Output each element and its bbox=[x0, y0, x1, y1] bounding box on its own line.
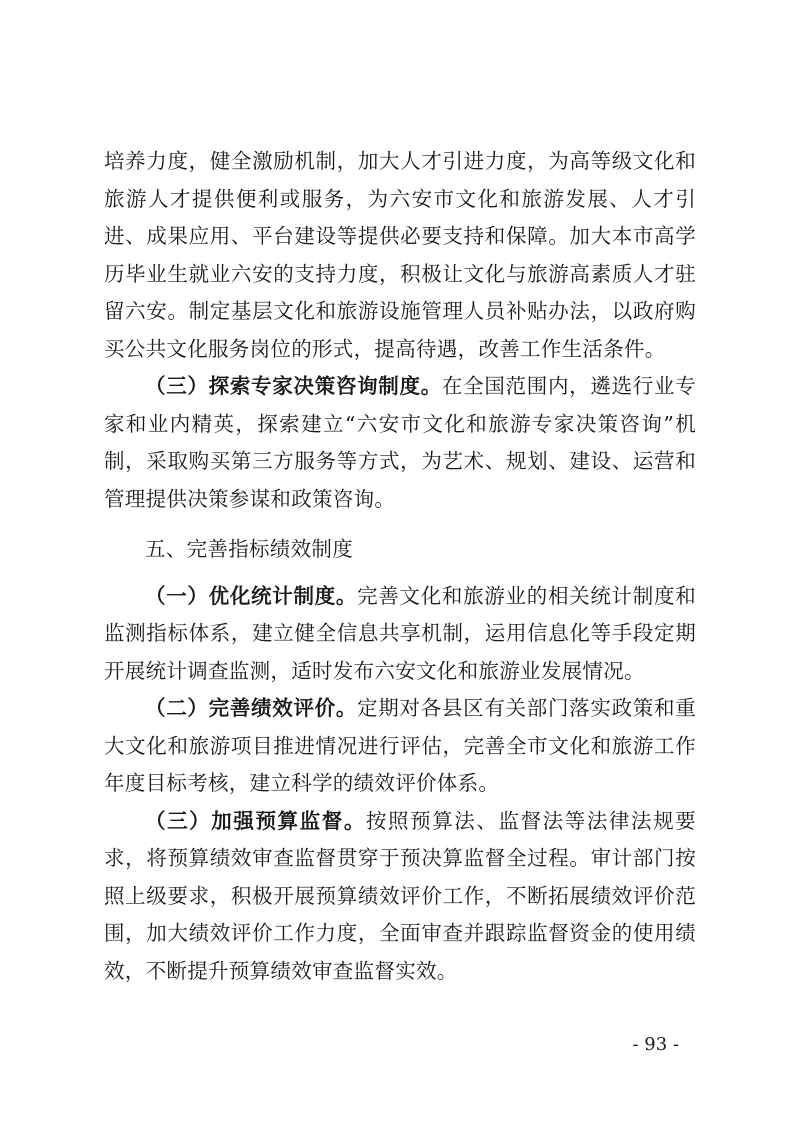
section-heading: 五、完善指标绩效制度 bbox=[145, 537, 353, 561]
paragraph-expert-consultation bbox=[104, 368, 696, 518]
paragraph-body: 定期对各县区有关部门落实政策和重大文化和旅游项目推进情况进行评估，完善全市文化和旅游工作年度目标考核，建立科学的绩效评价体系。 bbox=[104, 696, 696, 795]
paragraph-lead: （三）加强预算监督。 bbox=[145, 808, 366, 833]
paragraph-performance-evaluation bbox=[104, 690, 696, 803]
paragraph-lead: （一）优化统计制度。 bbox=[145, 583, 358, 608]
paragraph-talent-support: 培养力度，健全激励机制，加大人才引进力度，为高等级文化和旅游人才提供便利或服务，为六安市文化和旅游发展、人才引进、成果应用、平台建设等提供必要支持和保障。加大本市高学历毕业生就业六安的支持力度，积极让文化与旅游高素质人才驻留六安。制定基层文化和旅游设施管理人员补贴办法，以政府购买公共文化服务岗位的形式，提高待遇，改善工作生活条件。 bbox=[104, 149, 696, 361]
page-number: - 93 - bbox=[632, 1034, 679, 1055]
paragraph-body: 完善文化和旅游业的相关统计制度和监测指标体系，建立健全信息共享机制，运用信息化等手段定期开展统计调查监测，适时发布六安文化和旅游业发展情况。 bbox=[104, 583, 696, 683]
paragraph-lead: （二）完善绩效评价。 bbox=[145, 696, 358, 720]
paragraph-body: 按照预算法、监督法等法律法规要求，将预算绩效审查监督贯穿于预决算监督全过程。审计部门按照上级要求，积极开展预算绩效评价工作，不断拓展绩效评价范围，加大绩效评价工作力度，全面审查并跟踪监督资金的使用绩效，不断提升预算绩效审查监督实效。 bbox=[104, 808, 697, 983]
paragraph-statistics bbox=[104, 578, 696, 691]
paragraph-lead: （三）探索专家决策咨询制度。 bbox=[145, 374, 442, 398]
paragraph-budget-supervision bbox=[104, 803, 696, 991]
body-text bbox=[104, 143, 696, 990]
paragraph-body: 在全国范围内，遴选行业专家和业内精英，探索建立“六安市文化和旅游专家决策咨询”机制，采取购买第三方服务等方式，为艺术、规划、建设、运营和管理提供决策参谋和政策咨询。 bbox=[104, 374, 696, 511]
